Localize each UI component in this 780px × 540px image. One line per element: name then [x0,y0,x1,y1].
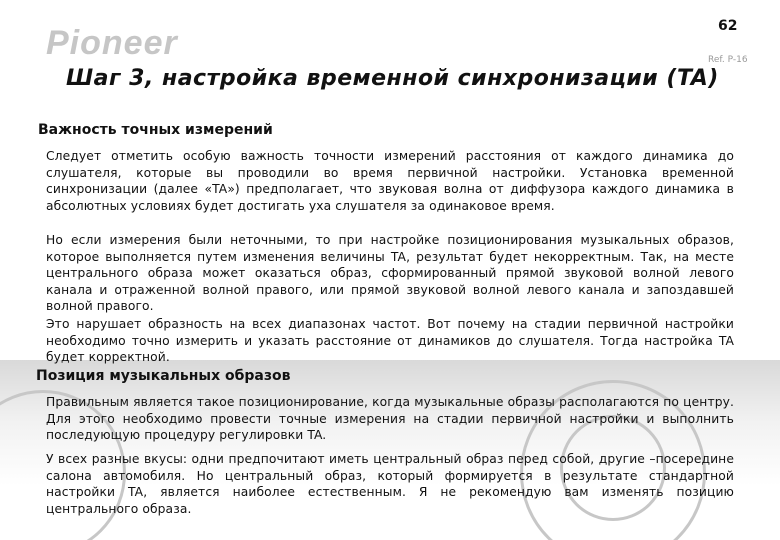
pioneer-logo [44,22,244,62]
paragraph: Следует отметить особую важность точности измерений расстояния от каждого динамика до слушателя, которые вы проводили во время первичной настройки. Установка временной синхронизации (далее «TA») предполагает, что звуковая волна от диффузора каждого динамика в абсолютных условиях будет достигать уха слушателя за одинаковое время. [46,149,734,213]
page-title: Шаг 3, настройка временной синхронизации (TA) [66,66,719,91]
page-number: 62 [718,18,738,34]
paragraph: Но если измерения были неточными, то при настройке позиционирования музыкальных образов, которое выполняется путем изменения величины TA, результат будет некорректным. Так, на месте центрального образа может оказаться образ, сформированный прямой звуковой волной левого канала и отраженной волной правого, или прямой звуковой волной левого канала и запоздавшей волной правого. [46,233,734,313]
svg-text:Pioneer: Pioneer [46,24,178,62]
paragraph: У всех разные вкусы: одни предпочитают иметь центральный образ перед собой, другие –посередине салона автомобиля. Но центральный образ, который формируется в результате стандартной настройки TA, является наиболее естественным. Я не рекомендую вам изменять позицию центрального образа. [46,452,734,516]
paragraph: Правильным является такое позиционирование, когда музыкальные образы располагаются по центру. Для этого необходимо провести точные измерения на стадии первичной настройки и выполнить последующую процедуру регулировки TA. [46,395,734,442]
paragraph: Это нарушает образность на всех диапазонах частот. Вот почему на стадии первичной настройки необходимо точно измерить и указать расстояние от динамиков до слушателя. Тогда настройка TA будет корректной. [46,317,734,364]
section-heading-positioning: Позиция музыкальных образов [36,368,291,384]
reference-label: Ref. P-16 [708,55,748,65]
section-heading-accuracy: Важность точных измерений [38,122,273,138]
